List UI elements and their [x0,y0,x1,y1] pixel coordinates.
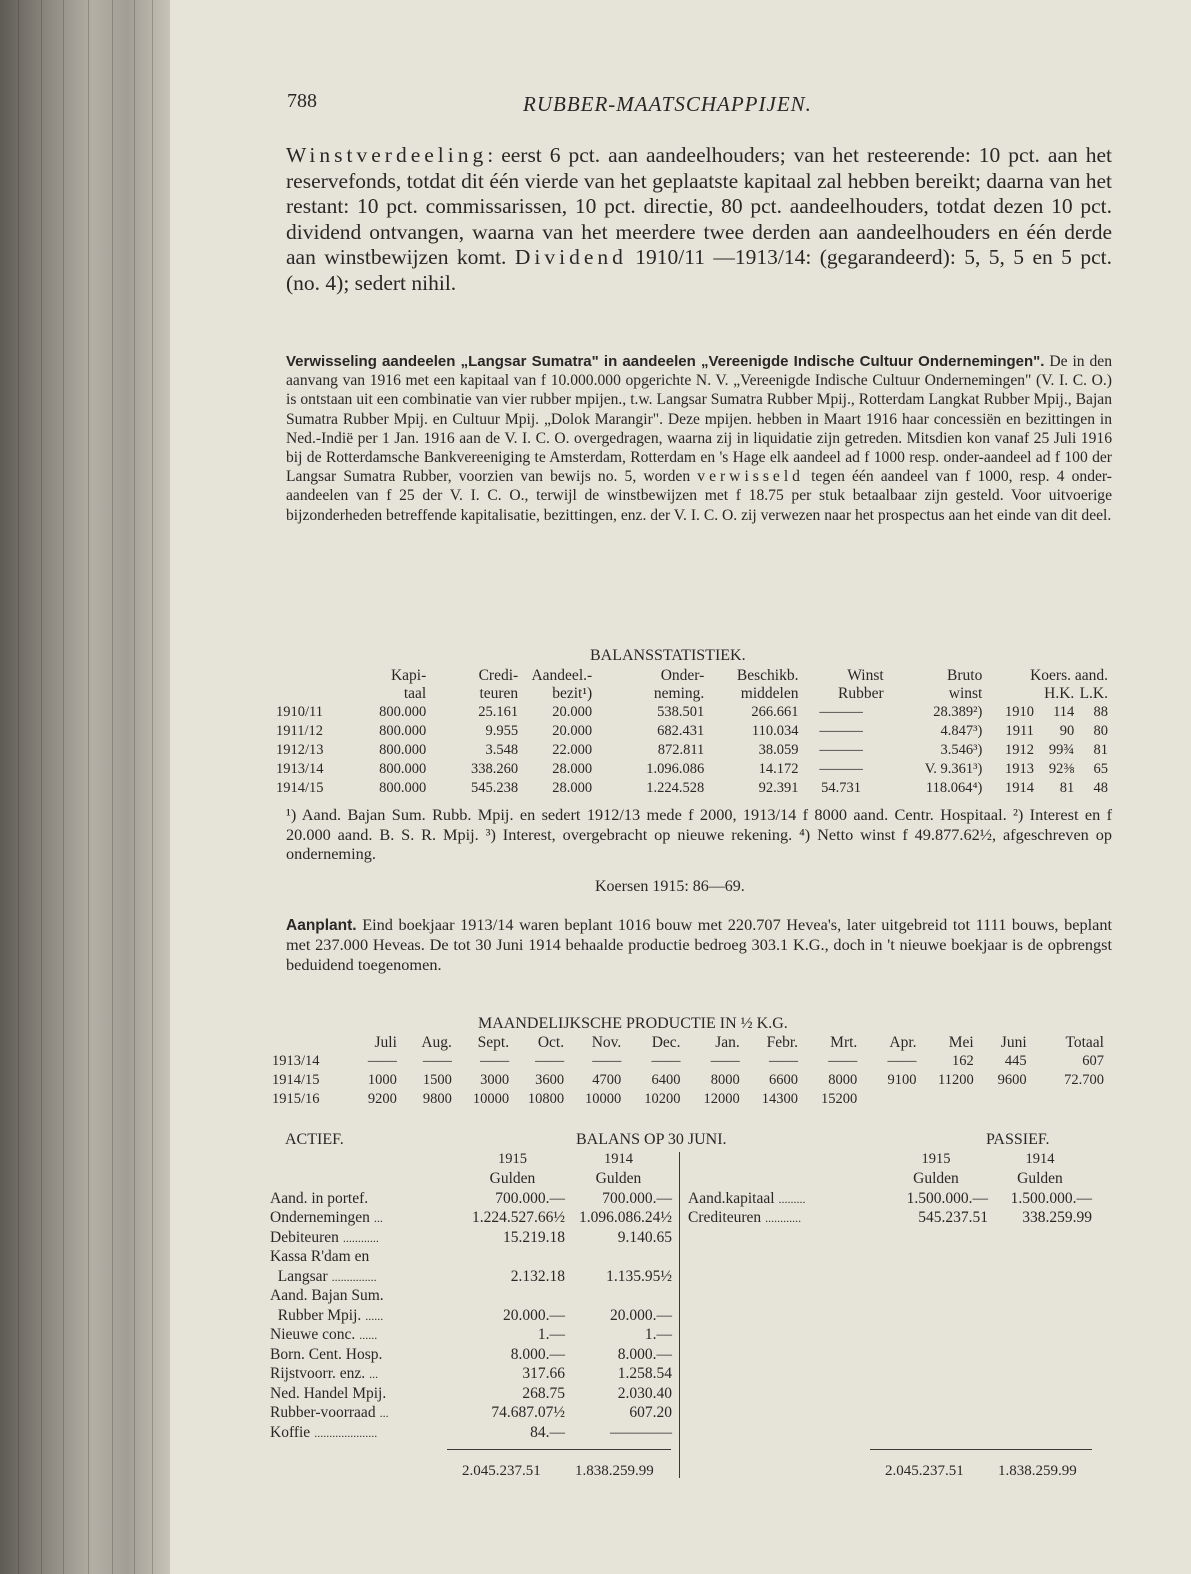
actief-row-label: Aand. Bajan Sum. [270,1287,384,1305]
actief-row-value-1915: 268.75 [522,1384,565,1402]
winstverdeeling-label: Winstverdeeling [286,143,488,167]
passief-year-1915: 1915 [921,1151,951,1168]
bs-h1-5: Beschikb. [736,667,799,684]
balansstatistiek-cell: 800.000 [379,742,427,758]
actief-row-value-1914: 1.— [644,1326,672,1344]
productie-cell: 10200 [644,1091,681,1107]
actief-row-label-cell [270,1423,460,1443]
productie-cell: —— [422,1053,452,1069]
passief-row-leader: ............ [765,1211,802,1226]
bs-h2-5: middelen [740,685,799,702]
productie-row [272,1052,1104,1071]
balansstatistiek-row [276,760,1108,779]
productie-cell: 6400 [651,1072,681,1088]
actief-row-value-1914: 2.030.40 [617,1384,672,1402]
actief-row-value-1915 [460,1248,565,1268]
actief-row-leader: ..................... [314,1425,378,1440]
bs-h1-3: Aandeel.- [531,667,593,684]
actief-total-rule [447,1449,671,1450]
actief-row-label-cell [270,1287,460,1307]
passief-unit-2: Gulden [1017,1170,1063,1188]
balansstatistiek-cell: 20.000 [552,723,593,739]
verwisseling-paragraph [286,352,1112,525]
actief-row-label: Kassa R'dam en [270,1248,370,1266]
koersen: Koersen 1915: 86—69. [595,878,745,895]
balansstatistiek-cell: 1913/14 [276,761,324,777]
balansstatistiek-cell: 800.000 [379,780,427,796]
actief-row-value-1915: 1.— [537,1326,565,1344]
balansstatistiek-cell: 38.059 [758,742,799,758]
actief-row [270,1423,672,1443]
bs-h2-9: L.K. [1079,685,1108,702]
actief-unit-row [270,1170,672,1190]
actief-row-label-cell [270,1189,460,1209]
productie-cell: 1500 [422,1072,452,1088]
balansstatistiek-cell: 14.172 [758,761,799,777]
actief-row-label: Ondernemingen [270,1209,370,1227]
actief-row-label-cell [270,1306,460,1326]
actief-row [270,1248,672,1268]
productie-cell: 9100 [887,1072,917,1088]
bs-h2-3: bezit¹) [552,685,593,702]
balansstatistiek-cell: 80 [1093,723,1108,739]
balansstatistiek-cell: 1912/13 [276,742,324,758]
balansstatistiek-cell: 25.161 [478,704,519,720]
bs-h2-4: neming. [653,685,705,702]
dividend-label: Dividend [514,245,627,269]
actief-row-label-cell [270,1267,460,1287]
passief-year-row [688,1150,1092,1170]
productie-header-row [272,1033,1104,1052]
bs-h1-8: Koers. aand. [1030,667,1108,684]
productie-cell: 11200 [937,1072,974,1088]
actief-row [270,1287,672,1307]
actief-row-value-1915: 74.687.07½ [491,1404,565,1422]
aanplant-text: Eind boekjaar 1913/14 waren beplant 1016 bouw met 220.707 Hevea's, later uitgebreid tot 1111 bouws, beplant met 237.000 Heveas. De tot 30 Juni 1914 behaalde productie bedroeg 303.1 K.G., doch in 't nieuwe boekjaar is de opbrengst beduidend toegenomen. [286,915,1112,974]
actief-row-value-1914: 20.000.— [610,1306,672,1324]
productie-cell: 8000 [710,1072,740,1088]
balansstatistiek-cell: 800.000 [379,704,427,720]
productie-cell: 1914/15 [272,1072,320,1088]
actief-row [270,1365,672,1385]
passief-row [688,1189,1092,1209]
actief-unit-2: Gulden [595,1170,642,1188]
bs-h2-0 [276,685,348,703]
actief-year-row [270,1150,672,1170]
actief-row-value-1915: 20.000.— [503,1306,565,1324]
actief-row-value-1914: 1.135.95½ [606,1267,672,1285]
actief-row-label-cell [270,1228,460,1248]
balansstatistiek-cell: 1913 [1004,761,1034,777]
balansstatistiek-cell: 538.501 [657,704,705,720]
bs-h2-8: H.K. [1044,685,1075,702]
balansstatistiek-cell: 1910 [1004,704,1034,720]
actief-row-leader: ............ [342,1230,379,1245]
actief-row [270,1345,672,1365]
balansstatistiek-cell: V. 9.361³) [924,761,983,777]
bs-h2-7: winst [948,685,983,702]
balansstatistiek-row [276,741,1108,760]
balansstatistiek-cell: 28.000 [552,761,593,777]
bs-h2-1: taal [403,685,427,702]
actief-row [270,1189,672,1209]
actief-row-leader: ...... [365,1308,384,1323]
balansstatistiek-cell: 682.431 [657,723,705,739]
productie-cell: 10800 [527,1091,565,1107]
productie-cell: —— [592,1053,622,1069]
passief-unit-row [688,1170,1092,1190]
verwisseling-text-before: De in den aanvang van 1916 met een kapitaal van f 10.000.000 opgerichte N. V. „Vereenigde Indische Cultuur Ondernemingen" (V. I. C. O.) is ontstaan uit een combinatie van vier rubber mpijen., t.w. Langsar Sumatra Rubber Mpij., Rotterdam Langkat Rubber Mpij., Bajan Sumatra Rubber Mpij. en Cultuur Mpij. „Dolok Marangir". Deze mpijen. hebben in Maart 1916 haar concessiën en bezittingen in Ned.-Indië per 1 Jan. 1916 aan de V. I. C. O. overgedragen, waarna zij in liquidatie zijn getreden. Mitsdien kon vanaf 25 Juli 1916 bij de Rotterdamsche Bankvereeniging te Amsterdam, Rotterdam en 's Hage elk aandeel ad f 1000 resp. onder-aandeel ad f 100 der Langsar Sumatra Rubber, voorzien van bewijs no. 5, worden [286,353,1112,486]
aanplant-label: Aanplant. [286,917,357,934]
balans-title: BALANS OP 30 JUNI. [576,1131,727,1148]
balansstatistiek-cell: 1914 [1004,780,1034,796]
productie-month-header: Juli [374,1033,397,1051]
balansstatistiek-cell: 545.238 [471,780,519,796]
bs-h1-6: Winst [847,667,884,684]
balansstatistiek-cell: 110.034 [751,723,799,739]
balansstatistiek-cell: 92.391 [758,780,799,796]
balansstatistiek-cell: ——— [819,761,863,777]
balansstatistiek-row [276,779,1108,798]
actief-row-value-1915: 8.000.— [510,1345,565,1363]
passief-row-value-1915: 1.500.000.— [906,1189,988,1207]
productie-cell: —— [480,1053,510,1069]
actief-unit-1: Gulden [489,1170,536,1188]
actief-row-value-1914: 607.20 [629,1404,672,1422]
actief-row-label: Nieuwe conc. [270,1326,356,1344]
actief-total-1914: 1.838.259.99 [575,1463,654,1479]
bs-h2-2: teuren [479,685,519,702]
productie-month-header: Apr. [889,1033,917,1051]
balansstatistiek-header-row [276,685,1108,703]
productie-cell: —— [887,1053,917,1069]
actief-year-1914: 1914 [604,1151,633,1168]
productie-cell: 4700 [592,1072,622,1088]
productie-month-header: Mrt. [830,1033,858,1051]
actief-row-value-1915: 15.219.18 [503,1228,565,1246]
productie-month-header: Juni [1000,1033,1027,1051]
productie-cell [974,1090,1027,1109]
passief-row-value-1915: 545.237.51 [918,1209,988,1227]
actief-row-label-cell [270,1326,460,1346]
balansstatistiek-cell: 54.731 [821,780,862,796]
productie-title: MAANDELIJKSCHE PRODUCTIE IN ½ K.G. [478,1015,788,1032]
actief-row-label: Langsar [270,1267,328,1285]
balansstatistiek-cell: 81 [1059,780,1075,796]
balansstatistiek-cell: 1.096.086 [646,761,705,777]
actief-row-value-1914: ———— [610,1423,672,1441]
balansstatistiek-cell: 92⅜ [1048,761,1075,777]
balansstatistiek-row [276,703,1108,722]
productie-cell: —— [828,1053,858,1069]
passief-row-label-cell [688,1189,884,1209]
productie-month-header: Dec. [651,1033,681,1051]
balansstatistiek-cell: 22.000 [552,742,593,758]
actief-table [270,1150,672,1443]
productie-table [272,1033,1104,1109]
dividend-text: 1910/11 —1913/14: (gegarandeerd): 5, 5, 5 en 5 pct. (no. 4); sedert nihil. [286,245,1112,295]
balansstatistiek-footnotes: ¹) Aand. Bajan Sum. Rubb. Mpij. en sedert 1912/13 mede f 2000, 1913/14 f 8000 aand. Centr. Hospitaal. ²) Interest en f 20.000 aand. B. S. R. Mpij. ³) Interest, overgebracht op nieuwe rekening. ⁴) Netto winst f 49.877.62½, afgeschreven op onderneming. [286,805,1112,863]
balansstatistiek-cell: 1914/15 [276,780,324,796]
passief-row [688,1209,1092,1229]
productie-month-header: Nov. [591,1033,622,1051]
actief-row-label-cell [270,1404,460,1424]
balansstatistiek-cell: ——— [819,742,863,758]
actief-row [270,1228,672,1248]
balansstatistiek-cell: 81 [1093,742,1108,758]
productie-cell: —— [769,1053,799,1069]
productie-cell: 6600 [769,1072,799,1088]
balansstatistiek-cell: 28.000 [552,780,593,796]
actief-row-value-1914: 8.000.— [617,1345,672,1363]
bs-h1-4: Onder- [660,667,705,684]
productie-cell: 10000 [585,1091,622,1107]
productie-cell: 1913/14 [272,1053,320,1069]
productie-month-header: Aug. [421,1033,452,1051]
balansstatistiek-cell: 118.064⁴) [925,780,983,796]
bs-h1-1: Kapi- [390,667,427,684]
actief-row-value-1915: 317.66 [522,1365,565,1383]
balansstatistiek-cell: 3.548 [485,742,519,758]
productie-cell: 10000 [472,1091,510,1107]
balansstatistiek-cell: 872.811 [657,742,705,758]
productie-cell: 445 [1004,1053,1027,1069]
balansstatistiek-cell: 3.546³) [940,742,983,758]
winstverdeeling-text: : eerst 6 pct. aan aandeelhouders; van het resteerende: 10 pct. aan het reservefonds, totdat dit één vierde van het geplaatste kapitaal zal hebben bereikt; daarna van het restant: 10 pct. commissarissen, 10 pct. directie, 80 pct. aandeelhouders, totdat dezen 10 pct. dividend ontvangen, waarna van het meerdere twee derden aan aandeelhouders en één derde aan winstbewijzen komt. [286,143,1112,269]
balansstatistiek-cell: 1912 [1004,742,1034,758]
actief-row-value-1914: 1.096.086.24½ [579,1209,672,1227]
productie-cell: —— [710,1053,740,1069]
actief-row-value-1914 [565,1287,672,1307]
passief-row-label: Crediteuren [688,1209,762,1227]
balansstatistiek-header-row [276,667,1108,685]
passief-year-1914: 1914 [1025,1151,1055,1168]
actief-row [270,1209,672,1229]
productie-cell: —— [367,1053,397,1069]
balansstatistiek-cell: 266.661 [751,704,799,720]
actief-row-value-1914: 9.140.65 [617,1228,672,1246]
actief-row-leader: ............... [331,1269,377,1284]
actief-total-1915: 2.045.237.51 [462,1463,541,1479]
balansstatistiek-cell: 1.224.528 [646,780,705,796]
aanplant-paragraph [286,915,1112,974]
actief-title: ACTIEF. [285,1131,344,1148]
productie-cell: 3000 [480,1072,510,1088]
actief-row-value-1915 [460,1287,565,1307]
passief-unit-1: Gulden [913,1170,959,1188]
actief-row [270,1306,672,1326]
passief-total-rule [870,1449,1092,1450]
actief-row-label: Koffie [270,1423,311,1441]
productie-cell [857,1090,916,1109]
actief-row-leader: ... [369,1367,379,1382]
productie-cell: 14300 [761,1091,799,1107]
actief-row-leader: ...... [359,1328,378,1343]
balansstatistiek-cell: 1910/11 [276,704,323,720]
actief-row [270,1384,672,1404]
actief-row-label-cell [270,1209,460,1229]
productie-cell: 1000 [367,1072,397,1088]
productie-cell: 9800 [422,1091,452,1107]
actief-row-label: Rijstvoorr. enz. [270,1365,366,1383]
passief-row-label: Aand.kapitaal [688,1189,775,1207]
balansstatistiek-cell: 20.000 [552,704,593,720]
balansstatistiek-cell: 9.955 [485,723,519,739]
actief-row-value-1914 [565,1248,672,1268]
balansstatistiek-title: BALANSSTATISTIEK. [590,647,746,664]
balansstatistiek-cell: 4.847³) [940,723,983,739]
actief-row-value-1915: 2.132.18 [510,1267,565,1285]
book-edge [0,0,170,1574]
balansstatistiek-cell: 1911/12 [276,723,323,739]
balansstatistiek-cell: 65 [1093,761,1108,777]
balansstatistiek-cell: 1911 [1005,723,1034,739]
productie-cell: 607 [1082,1053,1104,1069]
productie-cell: 162 [951,1053,974,1069]
balansstatistiek-cell: 88 [1093,704,1108,720]
actief-row-value-1914: 700.000.— [602,1189,672,1207]
productie-month-header: Oct. [537,1033,565,1051]
productie-cell [1027,1090,1104,1109]
actief-row-label: Debiteuren [270,1228,339,1246]
actief-row-label: Aand. in portef. [270,1189,369,1207]
running-title: RUBBER-MAATSCHAPPIJEN. [523,92,812,116]
winstverdeeling-paragraph [286,143,1112,296]
balansstatistiek-cell: 800.000 [379,761,427,777]
actief-row [270,1404,672,1424]
passief-row-value-1914: 1.500.000.— [1010,1189,1092,1207]
productie-month-header: Mei [948,1033,974,1051]
productie-cell: 3600 [535,1072,565,1088]
productie-month-header: Sept. [477,1033,510,1051]
balansstatistiek-table [276,667,1108,798]
passief-row-value-1914: 338.259.99 [1022,1209,1092,1227]
bs-h2-6: Rubber [838,685,884,702]
actief-row-leader: ... [379,1406,389,1421]
actief-row-label-cell [270,1248,460,1268]
productie-cell: 12000 [703,1091,740,1107]
verwisseling-text-after: tegen één aandeel van f 1000, resp. 4 onder-aandeelen van f 25 der V. I. C. O., terwijl de winstbewijzen met f 18.75 per stuk betaalbaar zijn gesteld. Voor uitvoerige bijzonderheden betreffende kapitalisatie, bezittingen, enz. der V. I. C. O. zij verwezen naar het prospectus aan het einde van dit deel. [286,468,1112,524]
productie-month-header: Totaal [1065,1033,1104,1051]
balansstatistiek-cell: 114 [1053,704,1075,720]
productie-row [272,1090,1104,1109]
actief-row-label: Ned. Handel Mpij. [270,1384,387,1402]
actief-row-label-cell [270,1384,460,1404]
productie-cell: 1915/16 [272,1091,320,1107]
productie-cell: 9200 [367,1091,397,1107]
productie-month-header: Febr. [766,1033,799,1051]
productie-cell: 8000 [828,1072,858,1088]
balansstatistiek-cell: 99¾ [1048,742,1075,758]
bs-h1-7: Bruto [947,667,983,684]
actief-year-1915: 1915 [498,1151,527,1168]
productie-cell: —— [651,1053,681,1069]
balansstatistiek-cell: 28.389²) [933,704,983,720]
actief-row-value-1915: 84.— [530,1423,565,1441]
productie-month-header: Jan. [715,1033,740,1051]
productie-cell: —— [535,1053,565,1069]
passief-title: PASSIEF. [986,1131,1050,1148]
balansstatistiek-cell: ——— [819,723,863,739]
bs-h1-2: Credi- [478,667,519,684]
verwisseling-spaced-word: verwisseld [697,468,804,486]
actief-row-label: Rubber-voorraad [270,1404,376,1422]
actief-row-label: Born. Cent. Hosp. [270,1345,383,1363]
balansstatistiek-cell: 90 [1059,723,1075,739]
balansstatistiek-cell: 48 [1093,780,1108,796]
balansstatistiek-row [276,722,1108,741]
actief-row-label-cell [270,1365,460,1385]
balans-divider [679,1152,680,1478]
balansstatistiek-cell: ——— [819,704,863,720]
actief-row-leader: ... [373,1211,383,1226]
actief-row-label-cell [270,1345,460,1365]
balansstatistiek-cell: 800.000 [379,723,427,739]
actief-row-value-1915: 700.000.— [495,1189,565,1207]
actief-row [270,1326,672,1346]
productie-cell: 72.700 [1064,1072,1104,1088]
passief-row-label-cell [688,1209,884,1229]
productie-cell: 9600 [997,1072,1027,1088]
passief-total-1914: 1.838.259.99 [998,1463,1077,1479]
actief-row [270,1267,672,1287]
balansstatistiek-cell: 338.260 [471,761,519,777]
productie-cell: 15200 [821,1091,858,1107]
actief-row-value-1915: 1.224.527.66½ [472,1209,565,1227]
passief-table [688,1150,1092,1228]
page-number: 788 [287,90,317,112]
passief-total-1915: 2.045.237.51 [885,1463,964,1479]
passief-row-leader: ......... [778,1191,806,1206]
actief-row-value-1914: 1.258.54 [617,1365,672,1383]
actief-row-label: Rubber Mpij. [270,1306,362,1324]
productie-row [272,1071,1104,1090]
bs-h1-0 [276,667,348,685]
productie-cell [917,1090,974,1109]
verwisseling-heading: Verwisseling aandeelen „Langsar Sumatra" in aandeelen „Vereenigde Indische Cultuur Ondernemingen". [286,353,1045,370]
